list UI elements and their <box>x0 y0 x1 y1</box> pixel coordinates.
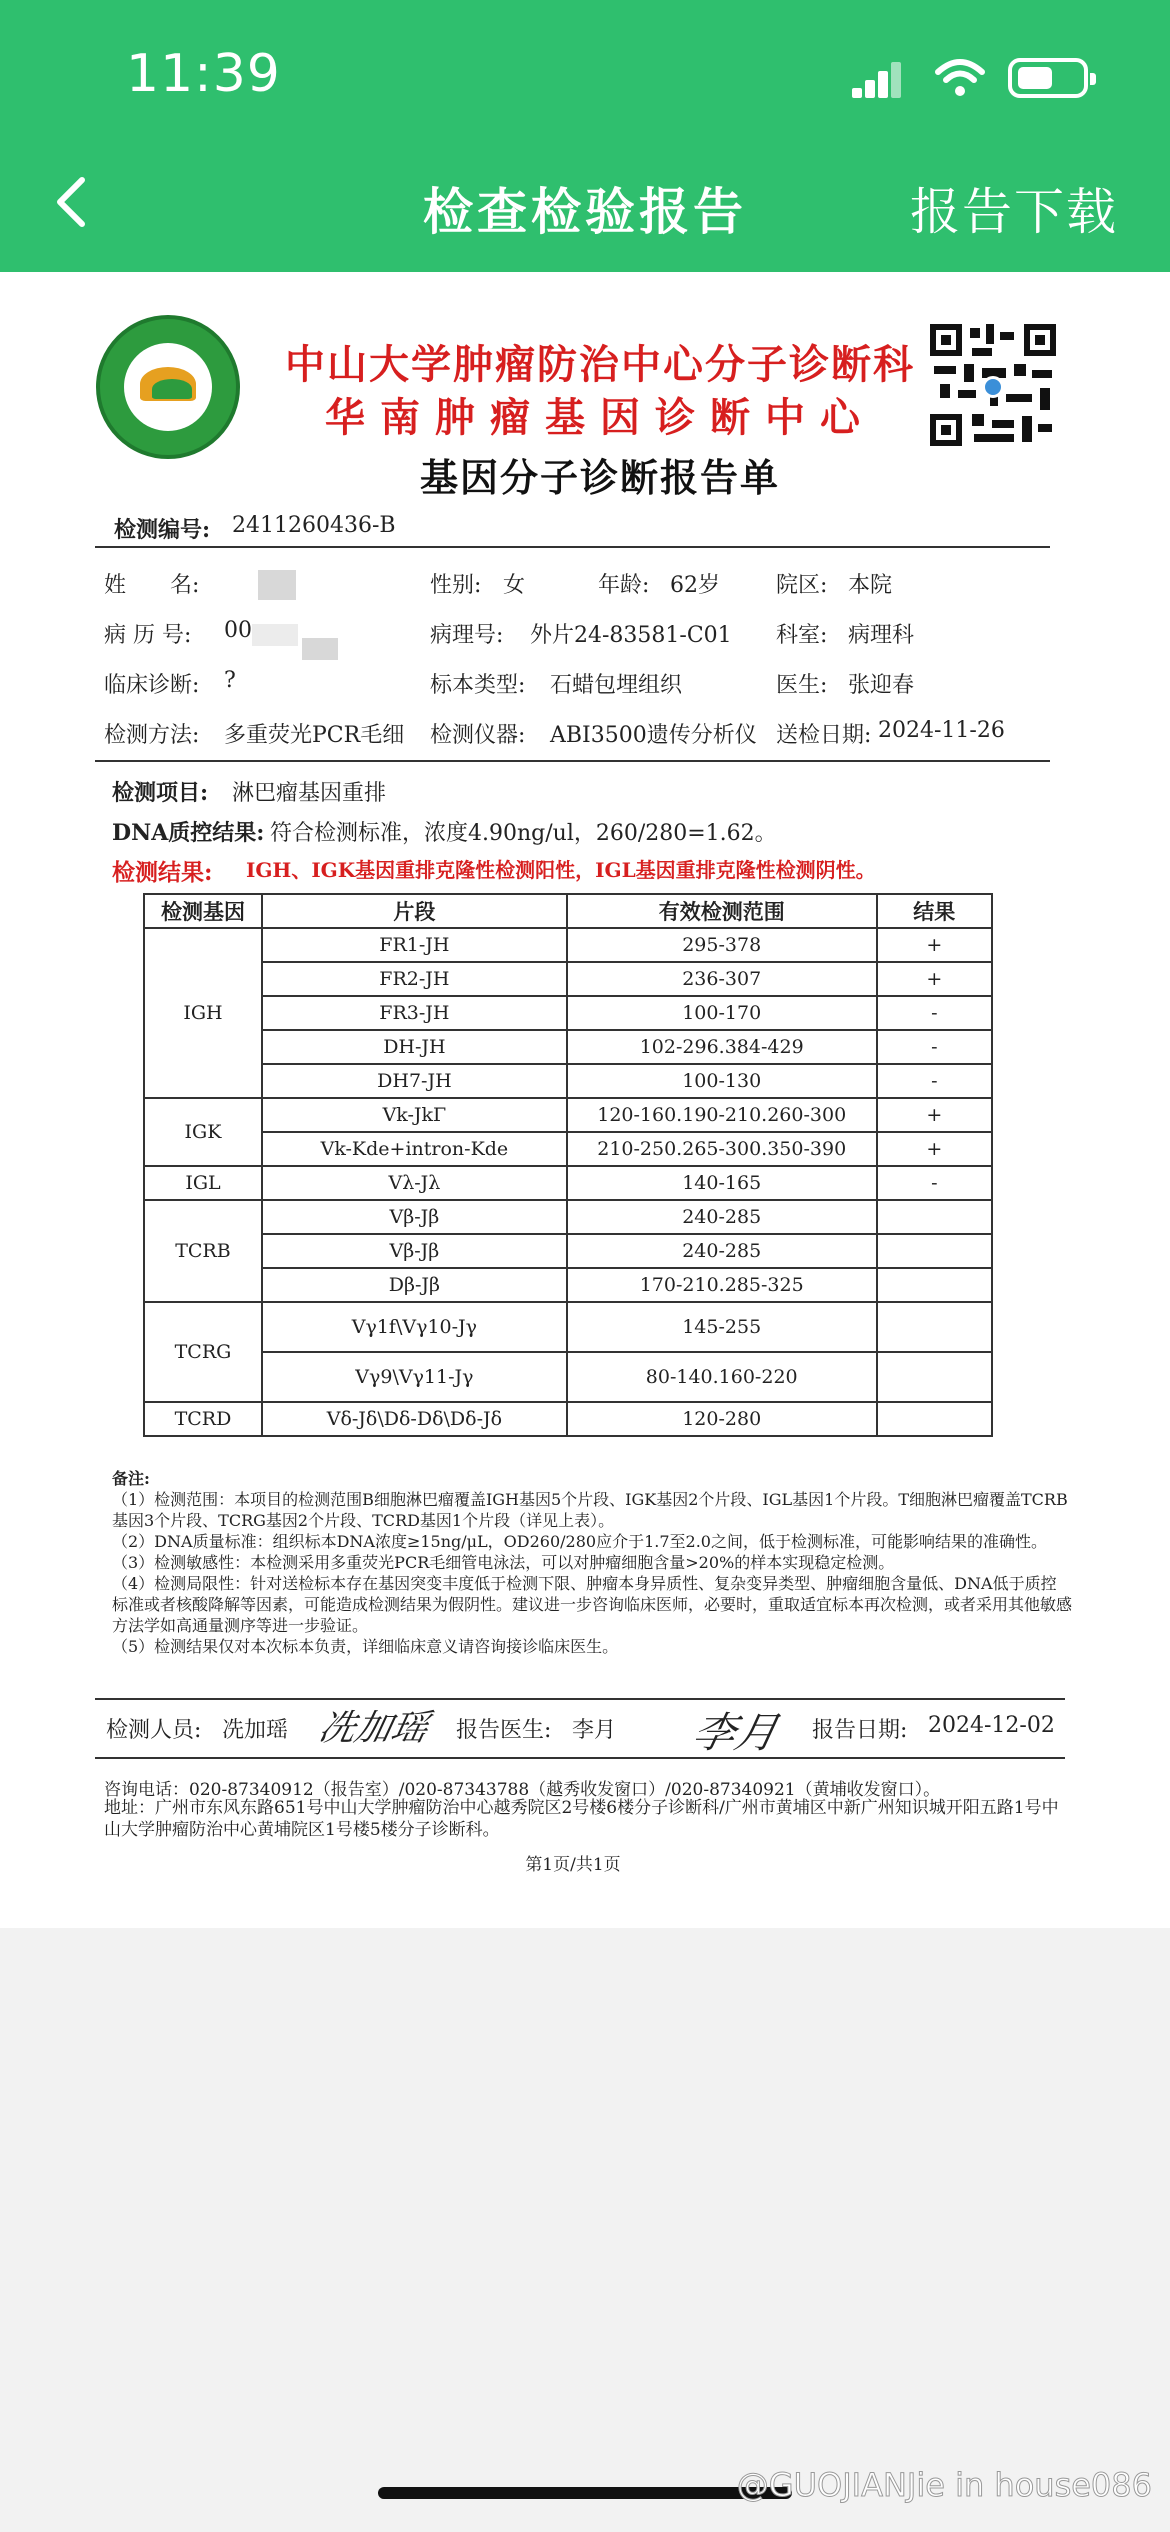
record-no-value: 00 <box>224 618 252 643</box>
doctor-signature: 李月 <box>688 1708 783 1757</box>
submit-date-value: 2024-11-26 <box>878 718 1005 743</box>
note-item: （3）检测敏感性：本检测采用多重荧光PCR毛细管电泳法，可以对肿瘤细胞含量>20%的样本实现稳定检测。 <box>112 1553 895 1572</box>
age-value: 62岁 <box>670 573 720 598</box>
result-cell <box>877 1302 992 1352</box>
divider <box>95 760 1050 762</box>
range-cell: 100-170 <box>567 996 877 1030</box>
app-header <box>0 0 1170 272</box>
result-value: IGH、IGK基因重排克隆性检测阳性，IGL基因重排克隆性检测阴性。 <box>246 858 876 882</box>
range-cell: 100-130 <box>567 1064 877 1098</box>
tester-signature: 冼加瑶 <box>315 1708 432 1749</box>
result-cell <box>877 1268 992 1302</box>
divider <box>95 1757 1065 1759</box>
contact-info: 咨询电话：020-87340912（报告室）/020-87343788（越秀收发窗口）/020-87340921（黄埔收发窗口）。 <box>104 1780 941 1800</box>
table-header-row <box>144 894 992 928</box>
dna-qc-label: DNA质控结果: <box>112 820 265 846</box>
method-value: 多重荧光PCR毛细 <box>224 723 405 748</box>
campus-value: 本院 <box>848 573 893 598</box>
table-row <box>144 1030 992 1064</box>
item-label: 检测项目: <box>112 780 209 806</box>
note-item: （2）DNA质量标准：组织标本DNA浓度≥15ng/μL，OD260/280应介于1.7至2.0之间，低于检测标准，可能影响结果的准确性。 <box>112 1532 1047 1551</box>
fragment-cell: FR3-JH <box>262 996 567 1030</box>
divider <box>95 1698 1065 1700</box>
battery-icon <box>1008 58 1088 98</box>
result-cell: + <box>877 1098 992 1132</box>
table-row <box>144 1064 992 1098</box>
specimen-value: 石蜡包埋组织 <box>550 673 683 698</box>
download-report-button[interactable]: 报告下载 <box>910 183 1118 241</box>
doctor-value: 张迎春 <box>848 673 915 698</box>
range-cell: 120-160.190-210.260-300 <box>567 1098 877 1132</box>
gene-cell: IGH <box>144 928 262 1098</box>
center-name: 华南肿瘤基因诊断中心 <box>325 394 875 441</box>
instrument-value: ABI3500遗传分析仪 <box>550 723 757 748</box>
hospital-name: 中山大学肿瘤防治中心分子诊断科 <box>285 341 915 388</box>
fragment-cell: Vβ-Jβ <box>262 1200 567 1234</box>
doctor-label: 医生: <box>776 673 828 698</box>
qr-code[interactable] <box>930 324 1056 446</box>
range-cell: 240-285 <box>567 1200 877 1234</box>
table-row <box>144 1166 992 1200</box>
result-table <box>143 893 993 1437</box>
report-date: 2024-12-02 <box>928 1713 1055 1738</box>
method-label: 检测方法: <box>104 723 200 748</box>
fragment-cell: Dβ-Jβ <box>262 1268 567 1302</box>
range-cell: 145-255 <box>567 1302 877 1352</box>
divider <box>95 546 1050 548</box>
record-no-label: 病 历 号: <box>104 623 192 648</box>
table-row <box>144 928 992 962</box>
notes-title: 备注: <box>112 1469 150 1488</box>
range-cell: 236-307 <box>567 962 877 996</box>
cellular-signal-icon <box>852 60 914 98</box>
pathology-no-value: 外片24-83581-C01 <box>530 623 732 648</box>
table-header-cell: 检测基因 <box>144 894 262 928</box>
fragment-cell: Vk-Kde+intron-Kde <box>262 1132 567 1166</box>
table-row <box>144 1098 992 1132</box>
department-value: 病理科 <box>848 623 915 648</box>
tester-label: 检测人员: <box>106 1718 202 1743</box>
table-header-cell: 有效检测范围 <box>567 894 877 928</box>
table-header-cell: 结果 <box>877 894 992 928</box>
notes-section <box>112 1468 1072 1657</box>
diagnosis-label: 临床诊断: <box>104 673 200 698</box>
fragment-cell: Vβ-Jβ <box>262 1234 567 1268</box>
fragment-cell: Vγ9\Vγ11-Jγ <box>262 1352 567 1402</box>
range-cell: 140-165 <box>567 1166 877 1200</box>
fragment-cell: DH7-JH <box>262 1064 567 1098</box>
sex-label: 性别: <box>430 573 482 598</box>
fragment-cell: Vγ1f\Vγ10-Jγ <box>262 1302 567 1352</box>
table-row <box>144 1268 992 1302</box>
redacted-record-2 <box>302 638 338 660</box>
test-no-label: 检测编号: <box>114 517 211 543</box>
range-cell: 210-250.265-300.350-390 <box>567 1132 877 1166</box>
result-cell: + <box>877 928 992 962</box>
table-row <box>144 1132 992 1166</box>
range-cell: 170-210.285-325 <box>567 1268 877 1302</box>
wifi-icon <box>935 58 985 98</box>
result-cell <box>877 1402 992 1436</box>
gene-cell: TCRD <box>144 1402 262 1436</box>
report-doctor-name: 李月 <box>572 1718 617 1743</box>
gene-cell: TCRG <box>144 1302 262 1402</box>
result-label: 检测结果: <box>112 859 213 886</box>
table-row <box>144 1402 992 1436</box>
result-cell: + <box>877 1132 992 1166</box>
fragment-cell: Vλ-Jλ <box>262 1166 567 1200</box>
result-cell: - <box>877 1064 992 1098</box>
result-cell: + <box>877 962 992 996</box>
result-cell <box>877 1200 992 1234</box>
redacted-record <box>252 624 298 646</box>
item-value: 淋巴瘤基因重排 <box>232 781 387 806</box>
page-title: 检查检验报告 <box>423 183 747 241</box>
table-row <box>144 1302 992 1352</box>
test-no: 2411260436-B <box>232 513 396 538</box>
watermark: @GUOJIANJie in house086 <box>736 2466 1152 2504</box>
report-date-label: 报告日期: <box>812 1718 908 1743</box>
note-item: （5）检测结果仅对本次标本负责，详细临床意义请咨询接诊临床医生。 <box>112 1637 619 1656</box>
specimen-label: 标本类型: <box>430 673 526 698</box>
table-row <box>144 996 992 1030</box>
range-cell: 80-140.160-220 <box>567 1352 877 1402</box>
department-label: 科室: <box>776 623 828 648</box>
report-doctor-label: 报告医生: <box>456 1718 552 1743</box>
fragment-cell: Vk-JkΓ <box>262 1098 567 1132</box>
result-cell: - <box>877 1030 992 1064</box>
gene-cell: IGL <box>144 1166 262 1200</box>
result-cell: - <box>877 996 992 1030</box>
tester-name: 冼加瑶 <box>222 1718 289 1743</box>
gene-cell: IGK <box>144 1098 262 1166</box>
instrument-label: 检测仪器: <box>430 723 526 748</box>
age-label: 年龄: <box>598 573 650 598</box>
table-row <box>144 1234 992 1268</box>
note-item: （1）检测范围：本项目的检测范围B细胞淋巴瘤覆盖IGH基因5个片段、IGK基因2个片段、IGL基因1个片段。T细胞淋巴瘤覆盖TCRB基因3个片段、TCRG基因2个片段、TCRD基因1个片段（详见上表）。 <box>112 1490 1068 1530</box>
gene-cell: TCRB <box>144 1200 262 1302</box>
result-cell: - <box>877 1166 992 1200</box>
pathology-no-label: 病理号: <box>430 623 504 648</box>
range-cell: 102-296.384-429 <box>567 1030 877 1064</box>
redacted-name <box>258 570 296 600</box>
home-indicator[interactable] <box>378 2487 792 2499</box>
dna-qc-value: 符合检测标准，浓度4.90ng/ul，260/280=1.62。 <box>270 821 777 846</box>
page-number: 第1页/共1页 <box>525 1855 621 1875</box>
status-time: 11:39 <box>126 44 281 104</box>
fragment-cell: FR2-JH <box>262 962 567 996</box>
range-cell: 120-280 <box>567 1402 877 1436</box>
name-label: 姓 名: <box>104 573 200 598</box>
diagnosis-value: ? <box>224 668 236 693</box>
address-info: 地址：广州市东风东路651号中山大学肿瘤防治中心越秀院区2号楼6楼分子诊断科/广州市黄埔区中新广州知识城开阳五路1号中山大学肿瘤防治中心黄埔院区1号楼5楼分子诊断科。 <box>104 1798 1059 1840</box>
note-item: （4）检测局限性：针对送检标本存在基因突变丰度低于检测下限、肿瘤本身异质性、复杂变异类型、肿瘤细胞含量低、DNA低于质控标准或者核酸降解等因素，可能造成检测结果为假阴性。建议进一步咨询临床医师，必要时，重取适宜标本再次检测，或者采用其他敏感方法学如高通量测序等进一步验证。 <box>112 1574 1073 1635</box>
hospital-logo <box>96 315 240 459</box>
fragment-cell: Vδ-Jδ\Dδ-Dδ\Dδ-Jδ <box>262 1402 567 1436</box>
table-row <box>144 1352 992 1402</box>
result-cell <box>877 1234 992 1268</box>
fragment-cell: DH-JH <box>262 1030 567 1064</box>
report-title: 基因分子诊断报告单 <box>419 455 780 500</box>
range-cell: 295-378 <box>567 928 877 962</box>
result-cell <box>877 1352 992 1402</box>
table-row <box>144 962 992 996</box>
table-header-cell: 片段 <box>262 894 567 928</box>
range-cell: 240-285 <box>567 1234 877 1268</box>
campus-label: 院区: <box>776 573 828 598</box>
sex-value: 女 <box>503 573 526 598</box>
submit-date-label: 送检日期: <box>776 723 872 748</box>
fragment-cell: FR1-JH <box>262 928 567 962</box>
table-row <box>144 1200 992 1234</box>
